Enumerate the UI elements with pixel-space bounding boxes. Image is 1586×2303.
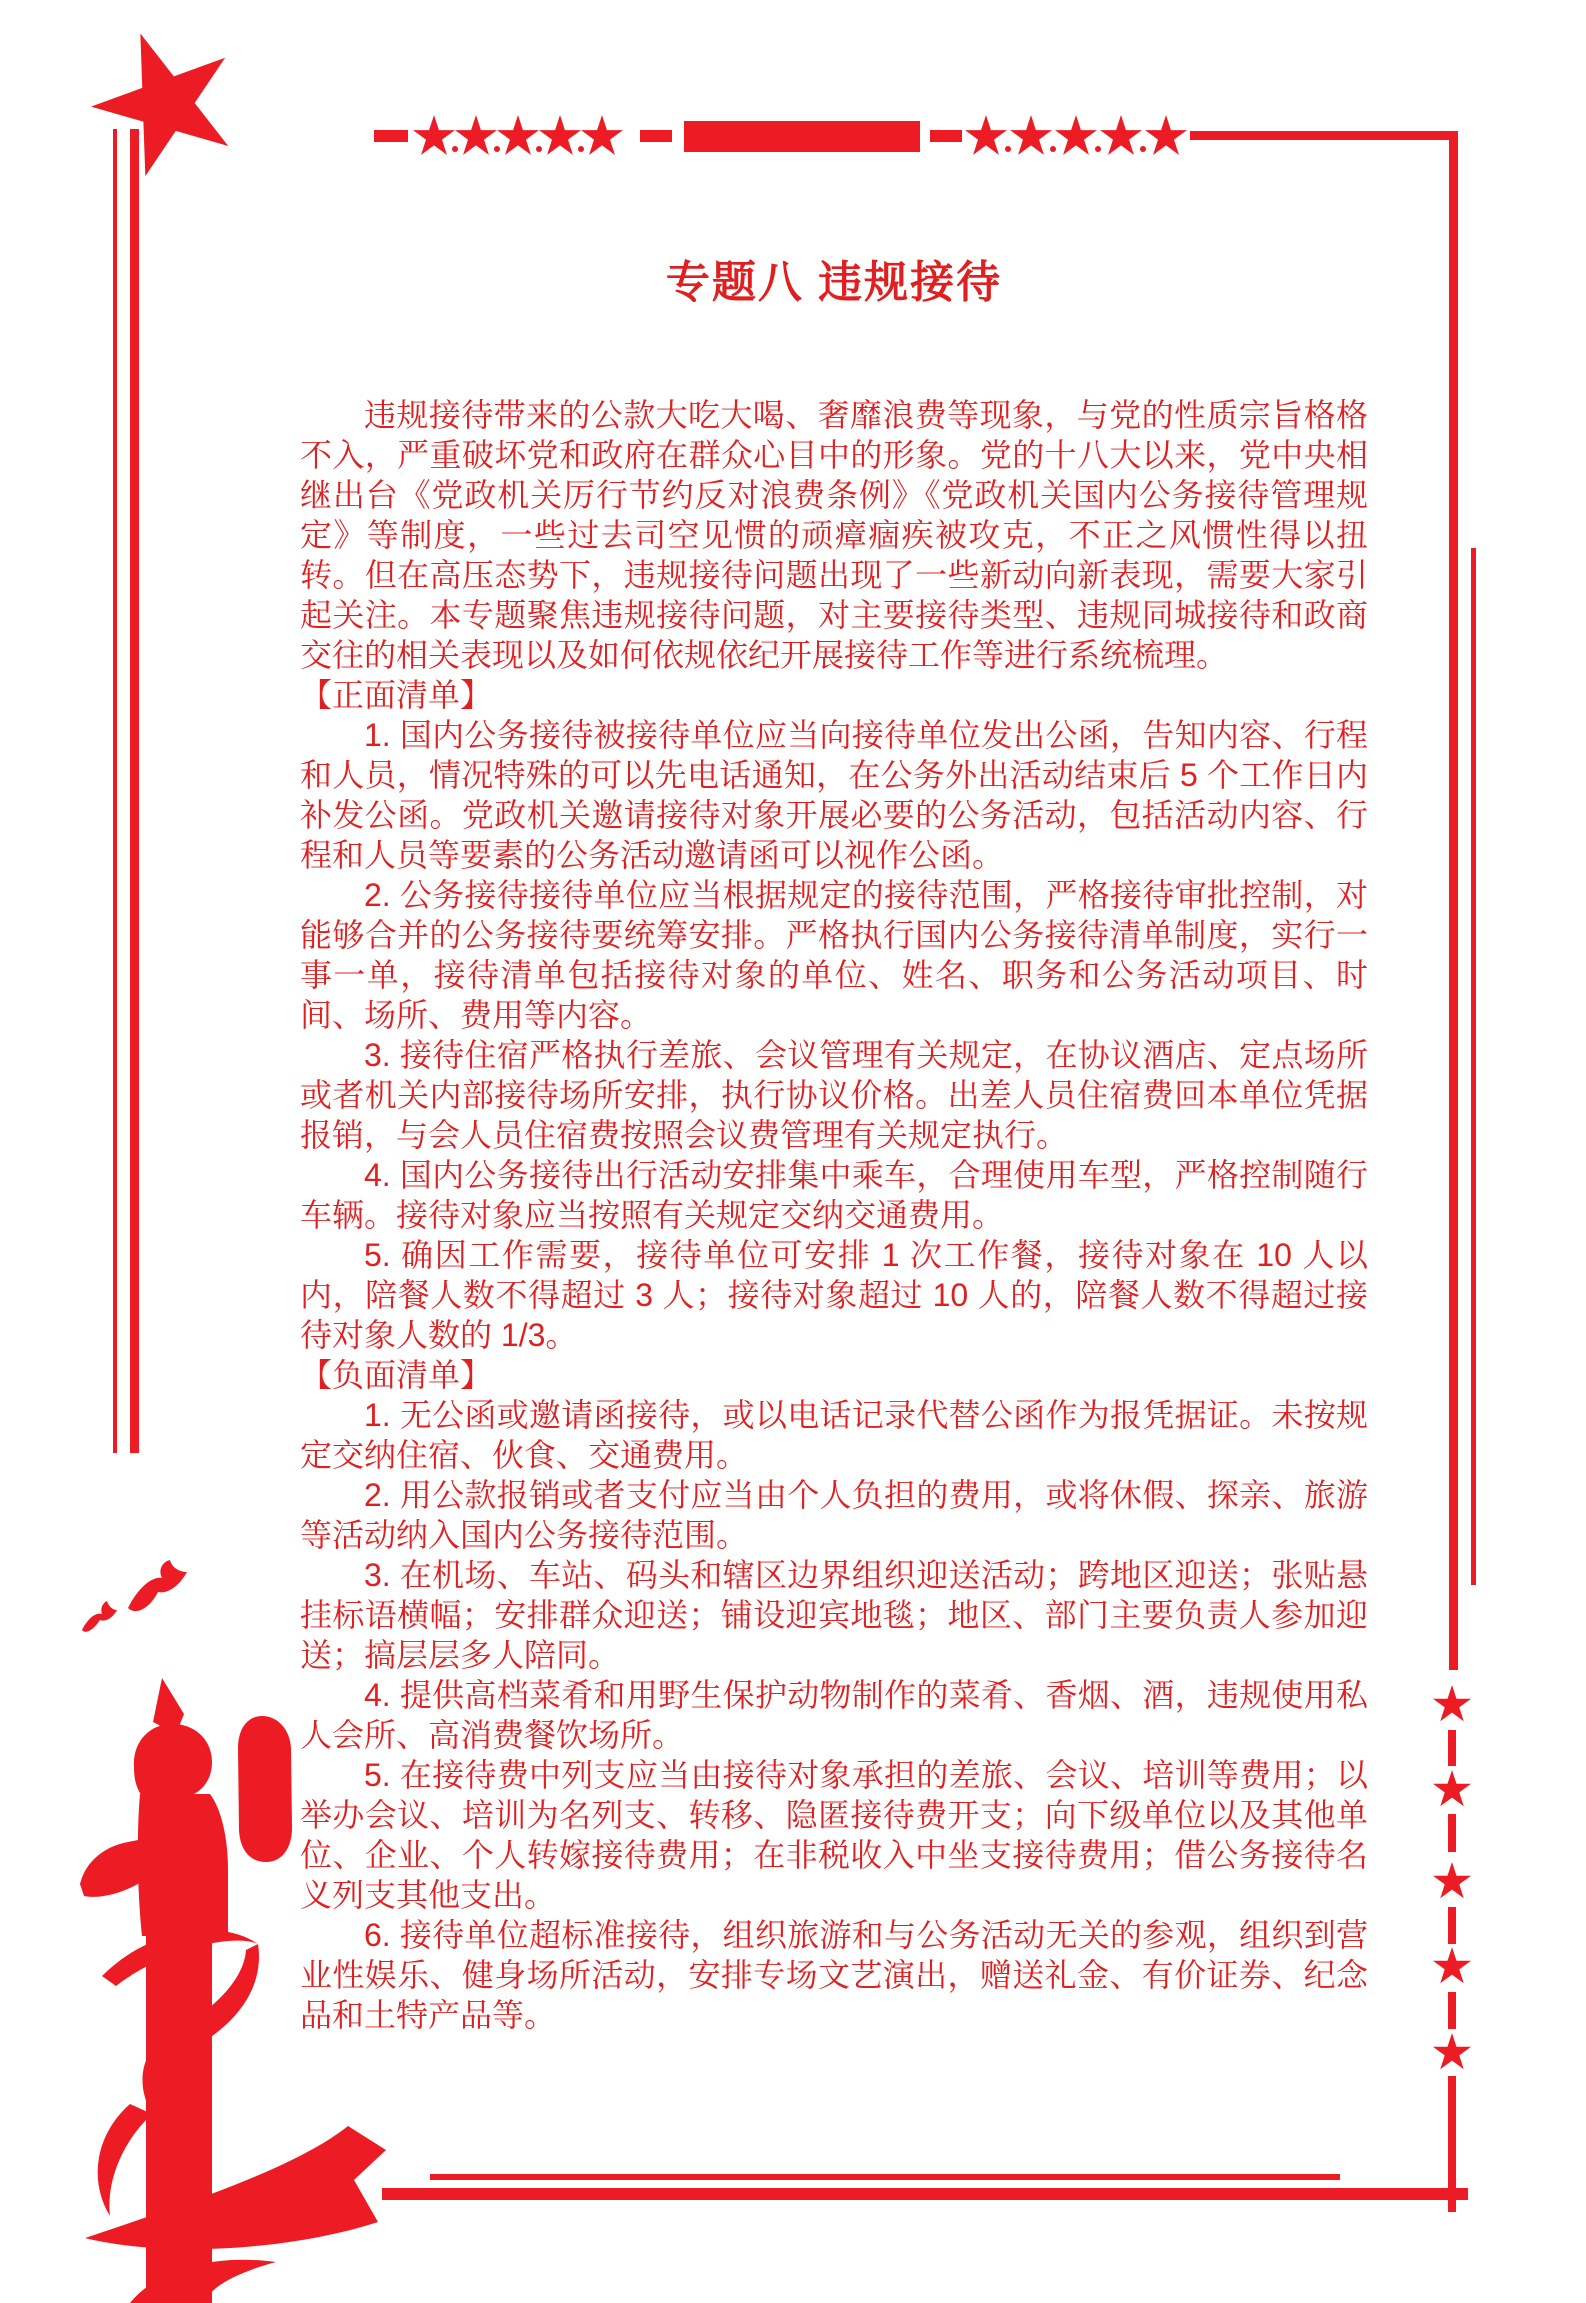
negative-item-1: 1. 无公函或邀请函接待，或以电话记录代替公函作为报凭据证。未按规定交纳住宿、伙食、交通费用。	[300, 1397, 1368, 1473]
star-row-right	[965, 115, 1187, 155]
positive-item-2: 2. 公务接待接待单位应当根据规定的接待范围，严格接待审批控制，对能够合并的公务接待要统筹安排。严格执行国内公务接待清单制度，实行一事一单，接待清单包括接待对象的单位、姓名、职务和公务活动项目、时间、场所、费用等内容。	[300, 877, 1368, 1033]
positive-item-4: 4. 国内公务接待出行活动安排集中乘车，合理使用车型，严格控制随行车辆。接待对象应当按照有关规定交纳交通费用。	[300, 1157, 1368, 1233]
page-title: 专题八 违规接待	[665, 258, 1003, 307]
right-star-chain	[1433, 1685, 1471, 2069]
dove-icon	[82, 1601, 117, 1632]
bottom-border-lines	[382, 2174, 1468, 2200]
positive-list-header: 【正面清单】	[300, 677, 493, 713]
band-bar	[684, 121, 920, 152]
negative-list-header: 【负面清单】	[300, 1357, 493, 1393]
negative-item-6: 6. 接待单位超标准接待，组织旅游和与公务活动无关的参观，组织到营业性娱乐、健身场所活动，安排专场文艺演出，赠送礼金、有价证券、纪念品和土特产品等。	[300, 1917, 1368, 2033]
star-row-left	[413, 115, 623, 155]
right-border	[1433, 131, 1476, 2212]
top-star-band	[374, 115, 1458, 155]
negative-item-3: 3. 在机场、车站、码头和辖区边界组织迎送活动；跨地区迎送；张贴悬挂标语横幅；安排群众迎送；铺设迎宾地毯；地区、部门主要负责人参加迎送；搞层层多人陪同。	[300, 1557, 1368, 1673]
negative-item-4: 4. 提供高档菜肴和用野生保护动物制作的菜肴、香烟、酒，违规使用私人会所、高消费餐饮场所。	[300, 1677, 1368, 1753]
left-border-lines	[113, 129, 139, 1453]
negative-item-2: 2. 用公款报销或者支付应当由个人负担的费用，或将休假、探亲、旅游等活动纳入国内公务接待范围。	[300, 1477, 1368, 1553]
party-star-icon	[73, 9, 254, 185]
positive-item-1: 1. 国内公务接待被接待单位应当向接待单位发出公函，告知内容、行程和人员，情况特殊的可以先电话通知，在公务外出活动结束后 5 个工作日内补发公函。党政机关邀请接待对象开展必要的公务活动，包括活动内容、行程和人员等要素的公务活动邀请函可以视作公函。	[300, 717, 1368, 873]
negative-item-5: 5. 在接待费中列支应当由接待对象承担的差旅、会议、培训等费用；以举办会议、培训为名列支、转移、隐匿接待费开支；向下级单位以及其他单位、企业、个人转嫁接待费用；在非税收入中坐支接待费用；借公务接待名义列支其他支出。	[300, 1757, 1368, 1913]
positive-item-3: 3. 接待住宿严格执行差旅、会议管理有关规定，在协议酒店、定点场所或者机关内部接待场所安排，执行协议价格。出差人员住宿费回本单位凭据报销，与会人员住宿费按照会议费管理有关规定执行。	[300, 1037, 1368, 1153]
positive-item-5: 5. 确因工作需要，接待单位可安排 1 次工作餐，接待对象在 10 人以内，陪餐人数不得超过 3 人；接待对象超过 10 人的，陪餐人数不得超过接待对象人数的 1/3。	[300, 1237, 1368, 1353]
document-body	[300, 395, 1368, 2035]
intro-paragraph: 违规接待带来的公款大吃大喝、奢靡浪费等现象，与党的性质宗旨格格不入，严重破坏党和政府在群众心目中的形象。党的十八大以来，党中央相继出台《党政机关厉行节约反对浪费条例》《党政机关国内公务接待管理规定》等制度，一些过去司空见惯的顽瘴痼疾被攻克，不正之风惯性得以扭转。但在高压态势下，违规接待问题出现了一些新动向新表现，需要大家引起关注。本专题聚焦违规接待问题，对主要接待类型、违规同城接待和政商交往的相关表现以及如何依规依纪开展接待工作等进行系统梳理。	[300, 397, 1368, 673]
dove-icon	[128, 1560, 187, 1611]
